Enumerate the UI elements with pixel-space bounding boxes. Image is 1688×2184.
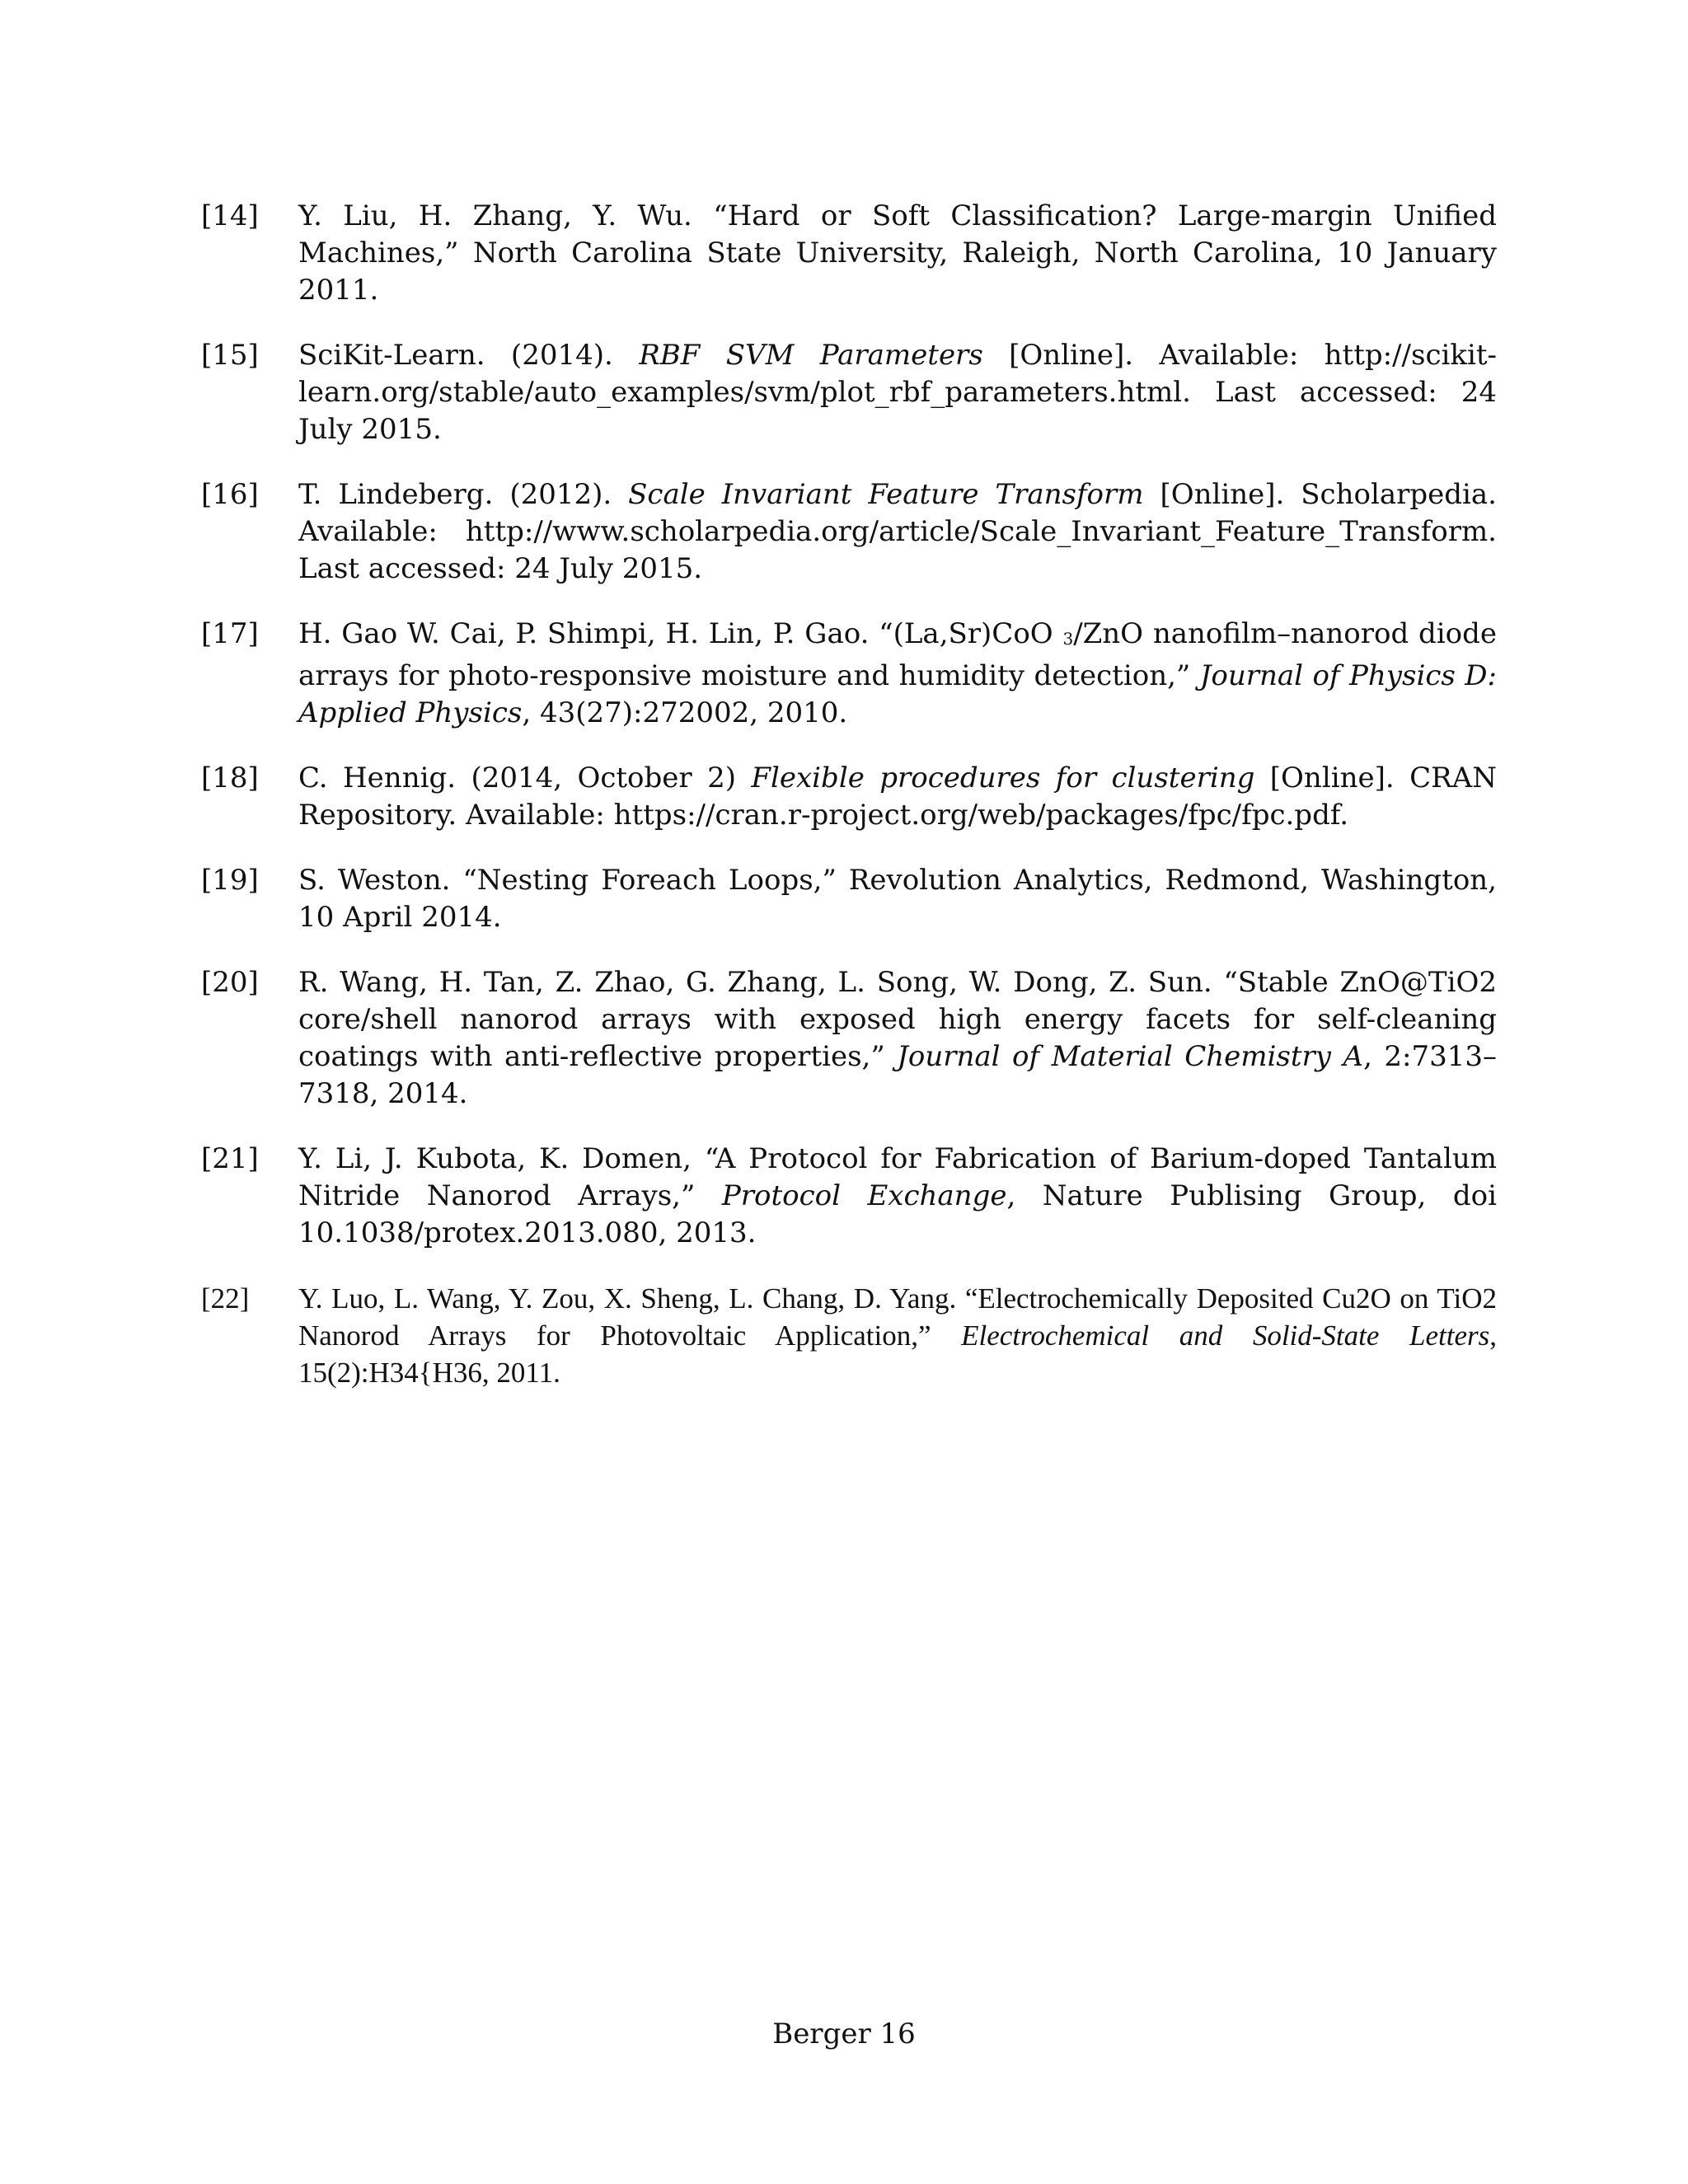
reference-entry — [201, 964, 1497, 1113]
reference-text-segment: [Online]. CRAN Repository. Available: https://cran.r-project.org/web/packages/fpc/fpc.pdf. — [298, 762, 1497, 832]
reference-text-segment: Y. Li, J. Kubota, K. Domen, “A Protocol for Fabrication of Barium-doped Tantalum Nitride Nanorod Arrays,” — [298, 1142, 1497, 1212]
reference-number: [19] — [201, 864, 259, 897]
reference-entry — [201, 337, 1497, 448]
reference-text-segment: , 2:7313–7318, 2014. — [298, 1040, 1497, 1110]
reference-text — [298, 616, 1497, 732]
reference-entry — [201, 862, 1497, 936]
reference-italic-title: Protocol Exchange — [721, 1179, 1007, 1212]
reference-text-segment: /ZnO nanofilm–nanorod diode arrays for photo-responsive moisture and humidity detection,” — [298, 617, 1497, 692]
reference-entry — [201, 198, 1497, 309]
reference-text-segment: H. Gao W. Cai, P. Shimpi, H. Lin, P. Gao. “(La,Sr)CoO — [298, 617, 1063, 650]
reference-entry — [201, 1141, 1497, 1252]
reference-text — [298, 760, 1497, 834]
reference-entry — [201, 616, 1497, 732]
reference-text-segment: [Online]. Available: http://scikit-learn.org/stable/auto_examples/svm/plot_rbf_parameters.html. Last accessed: 24 July 2015. — [298, 339, 1497, 446]
reference-text-segment: [Online]. Scholarpedia. Available: http://www.scholarpedia.org/article/Scale_Invariant_Feature_Transform. Last accessed: 24 July 2015. — [298, 478, 1497, 585]
reference-text-segment: SciKit-Learn. (2014). — [298, 339, 640, 372]
reference-text-segment: T. Lindeberg. (2012). — [298, 478, 629, 511]
reference-italic-title: Journal of Material Chemistry A — [897, 1040, 1364, 1073]
reference-entry — [201, 476, 1497, 588]
reference-text-segment: S. Weston. “Nesting Foreach Loops,” Revolution Analytics, Redmond, Washington, 10 April 2014. — [298, 864, 1497, 934]
reference-text-segment: , 43(27):272002, 2010. — [522, 696, 848, 729]
reference-text-segment: C. Hennig. (2014, October 2) — [298, 762, 752, 794]
page-footer: Berger 16 — [772, 2018, 916, 2050]
reference-text — [298, 476, 1497, 588]
reference-entry — [201, 1280, 1497, 1391]
reference-italic-title: Journal of Physics D: Applied Physics — [298, 659, 1497, 729]
reference-number: [22] — [201, 1282, 250, 1315]
reference-text-segment: 3 — [1062, 629, 1074, 649]
reference-text-segment: Y. Liu, H. Zhang, Y. Wu. “Hard or Soft Classification? Large-margin Unified Machines,” North Carolina State University, Raleigh, North Carolina, 10 January 2011. — [298, 199, 1497, 307]
reference-number: [15] — [201, 339, 259, 372]
reference-number: [17] — [201, 617, 259, 650]
reference-italic-title: Scale Invariant Feature Transform — [628, 478, 1144, 511]
reference-text — [298, 964, 1497, 1113]
reference-text-segment: , 15(2):H34{H36, 2011. — [298, 1319, 1497, 1389]
reference-list — [201, 198, 1497, 1419]
reference-entry — [201, 760, 1497, 834]
reference-text — [298, 1141, 1497, 1252]
reference-italic-title: RBF SVM Parameters — [639, 339, 983, 372]
reference-number: [16] — [201, 478, 259, 511]
reference-text — [298, 862, 1497, 936]
reference-text-segment: Y. Luo, L. Wang, Y. Zou, X. Sheng, L. Chang, D. Yang. “Electrochemically Deposited Cu2O on TiO2 Nanorod Arrays for Photovoltaic Application,” — [298, 1282, 1497, 1352]
reference-text-segment: , Nature Publising Group, doi 10.1038/protex.2013.080, 2013. — [298, 1179, 1497, 1249]
reference-italic-title: Flexible procedures for clustering — [751, 762, 1255, 794]
reference-text — [298, 337, 1497, 448]
reference-number: [20] — [201, 966, 259, 999]
reference-number: [18] — [201, 762, 259, 794]
reference-number: [14] — [201, 199, 259, 232]
reference-text — [298, 1280, 1497, 1391]
reference-text — [298, 198, 1497, 309]
reference-number: [21] — [201, 1142, 259, 1175]
reference-italic-title: Electrochemical and Solid-State Letters — [961, 1319, 1490, 1352]
reference-text-segment: R. Wang, H. Tan, Z. Zhao, G. Zhang, L. Song, W. Dong, Z. Sun. “Stable ZnO@TiO2 core/shell nanorod arrays with exposed high energy facets for self-cleaning coatings with anti-reflective properties,” — [298, 966, 1497, 1073]
